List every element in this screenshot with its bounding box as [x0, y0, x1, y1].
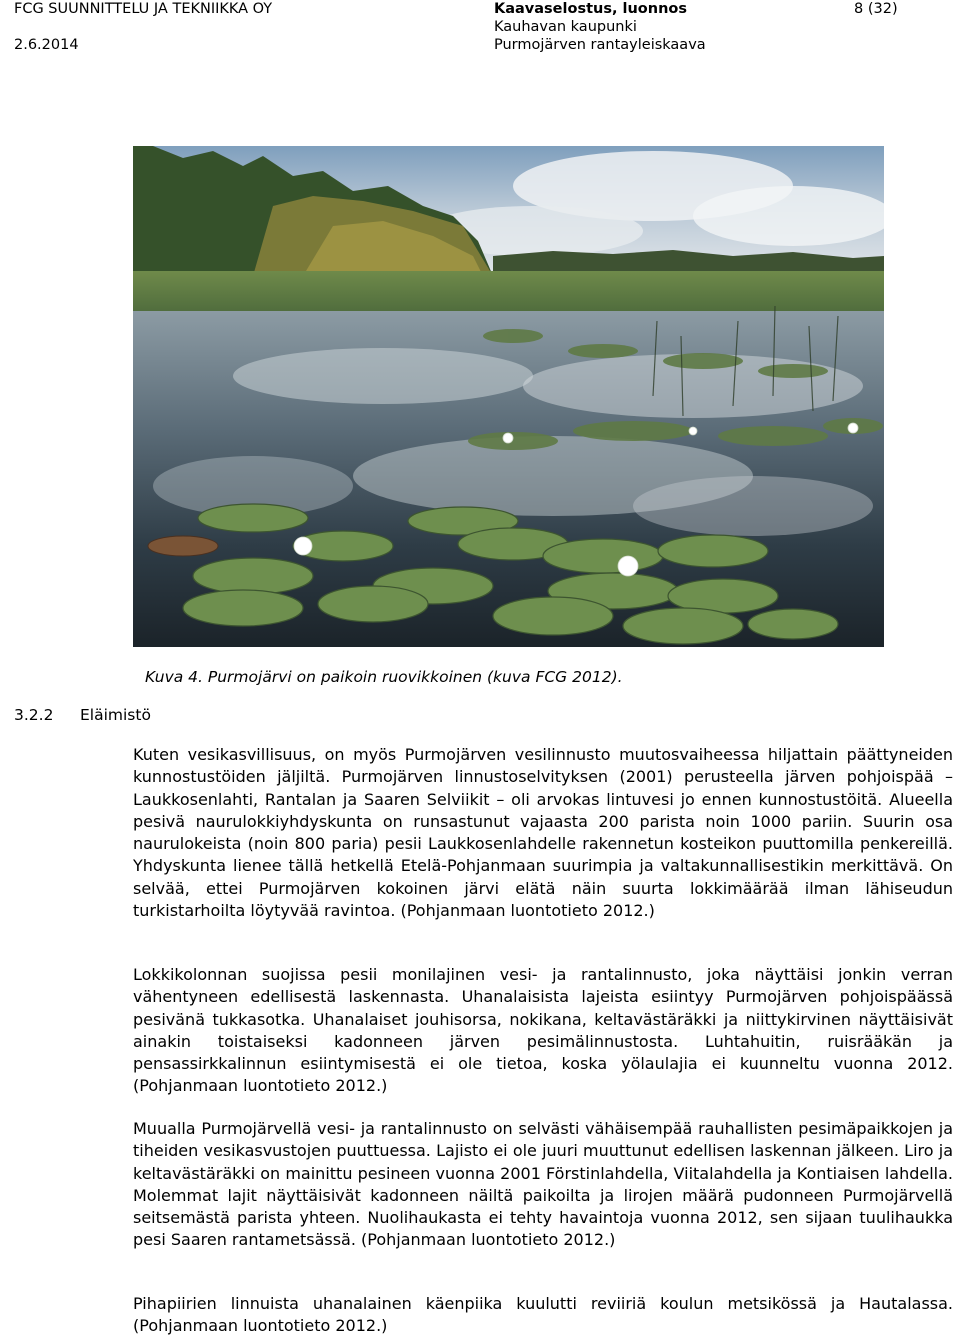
figure-caption: Kuva 4. Purmojärvi on paikoin ruovikkoinen (kuva FCG 2012).	[145, 668, 623, 686]
paragraph: Pihapiirien linnuista uhanalainen käenpiika kuulutti reviiriä koulun metsikössä ja Hautalassa. (Pohjanmaan luontotieto 2012.)	[133, 1294, 953, 1336]
paragraph: Muualla Purmojärvellä vesi- ja rantalinnusto on selvästi vähäisempää rauhallisten pesimäpaikkojen ja tiheiden vesikasvustojen puuttuessa. Lajisto ei ole juuri muuttunut edellisen laskennan jälkeen. Liro ja keltavästäräkki on mainittu pesineen vuonna 2001 Förstinlahdella, Viitalahdella ja Kontiaisen lahdella. Molemmat lajit näyttäisivät kadonneen näiltä paikoilta ja lirojen määrä pudonneen Purmojärvellä seitsemästä parista yhteen. Nuolihaukasta ei tehty havaintoja vuonna 2012, sen sijaan tuulihaukka pesi Saaren rantametsässä. (Pohjanmaan luontotieto 2012.)	[133, 1119, 953, 1250]
lake-photo	[133, 146, 884, 647]
header-company: FCG SUUNNITTELU JA TEKNIIKKA OY	[14, 1, 273, 17]
header-page-number: 8 (32)	[854, 1, 898, 17]
paragraph: Lokkikolonnan suojissa pesii monilajinen vesi- ja rantalinnusto, joka näyttäisi jonkin verran vähentyneen edellisestä laskennasta. Uhanalaisista lajeista esiintyy Purmojärven pohjoispäässä pesivänä tukkasotka. Uhanalaiset jouhisorsa, nokikana, keltavästäräkki ja niittykirvinen näyttäisivät ainakin toistaiseksi kadonneen järven pesimälinnustosta. Luhtahuitin, ruisrääkän ja pensassirkkalinnun esiintymisestä ei ole tietoa, koska yölaulajia ei kuunneltu vuonna 2012. (Pohjanmaan luontotieto 2012.)	[133, 965, 953, 1096]
paragraph: Kuten vesikasvillisuus, on myös Purmojärven vesilinnusto muutosvaiheessa hiljattain päättyneiden kunnostustöiden jäljiltä. Purmojärven linnustoselvityksen (2001) perusteella järven pohjoispää – Laukkosenlahti, Rantalan ja Saaren Selviikit – oli arvokas lintuvesi jo ennen kunnostustöitä. Alueella pesivä naurulokkiyhdyskunta on runsastunut vajaasta 200 parista noin 1000 pariin. Suurin osa naurulokeista (noin 800 paria) pesii Laukkosenlahdelle rakennetun kosteikon puuttomilla penkereillä. Yhdyskunta lienee tällä hetkellä Etelä-Pohjanmaan suurimpia ja valtakunnallisestikin merkittävä. On selvää, ettei Purmojärven kokoinen järvi elätä näin suurta lokkimäärää ilman lähiseudun turkistarhoilta löytyvää ravintoa. (Pohjanmaan luontotieto 2012.)	[133, 745, 953, 921]
header-document-status: Kaavaselostus, luonnos	[494, 1, 688, 17]
section-heading	[14, 706, 151, 724]
header-municipality: Kauhavan kaupunki	[494, 19, 637, 35]
section-title: Eläimistö	[80, 706, 151, 724]
section-number: 3.2.2	[14, 706, 54, 724]
header-project: Purmojärven rantayleiskaava	[494, 37, 706, 53]
header-date: 2.6.2014	[14, 37, 79, 53]
